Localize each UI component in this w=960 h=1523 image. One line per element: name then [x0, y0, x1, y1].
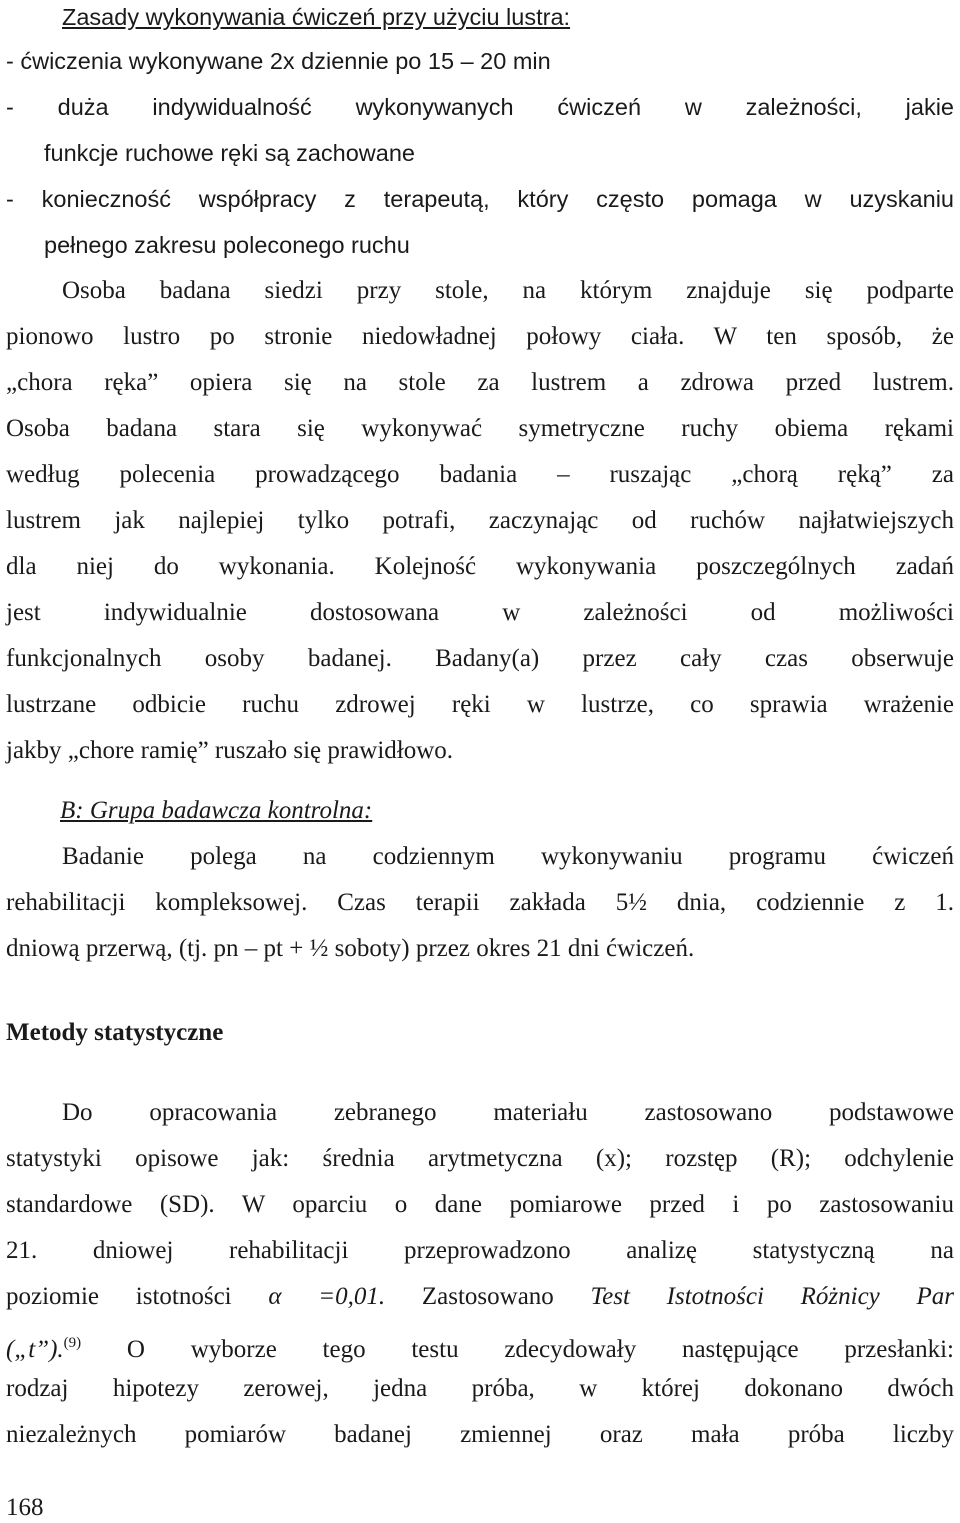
statistics-paragraph-line — [6, 1328, 954, 1365]
page-number: 168 — [6, 1494, 44, 1521]
rules-bullet-2-line-2: funkcje ruchowe ręki są zachowane — [44, 140, 415, 166]
t-test-label: („t”). — [6, 1336, 64, 1363]
control-paragraph-line: dniową przerwą, (tj. pn – pt + ½ soboty) przez okres 21 dni ćwiczeń. — [6, 935, 695, 962]
procedure-paragraph-line: lustrzane odbicie ruchu zdrowej ręki w lustrze, co sprawia wrażenie — [6, 691, 954, 718]
procedure-paragraph-line: jest indywidualnie dostosowana w zależności od możliwości — [6, 599, 954, 626]
rules-bullet-2-line-1: - duża indywidualność wykonywanych ćwiczeń w zależności, jakie — [6, 94, 954, 120]
procedure-paragraph-line: jakby „chore ramię” ruszało się prawidłowo. — [6, 737, 454, 764]
statistics-paragraph-line: Do opracowania zebranego materiału zastosowano podstawowe — [62, 1099, 954, 1126]
procedure-paragraph-line: „chora ręka” opiera się na stole za lustrem a zdrowa przed lustrem. — [6, 369, 954, 396]
control-paragraph-line: rehabilitacji kompleksowej. Czas terapii zakłada 5½ dnia, codziennie z 1. — [6, 889, 954, 916]
statistics-paragraph-line: 21. dniowej rehabilitacji przeprowadzono analizę statystyczną na — [6, 1237, 954, 1264]
control-group-heading: B: Grupa badawcza kontrolna: — [60, 797, 373, 824]
citation-reference: (9) — [63, 1335, 82, 1351]
rules-bullet-3-line-1: - konieczność współpracy z terapeutą, który często pomaga w uzyskaniu — [6, 186, 954, 212]
procedure-paragraph-line: funkcjonalnych osoby badanej. Badany(a) przez cały czas obserwuje — [6, 645, 954, 672]
procedure-paragraph-line: lustrem jak najlepiej tylko potrafi, zaczynając od ruchów najłatwiejszych — [6, 507, 954, 534]
rules-bullet-3-line-2: pełnego zakresu poleconego ruchu — [44, 232, 410, 258]
procedure-paragraph-line: pionowo lustro po stronie niedowładnej połowy ciała. W ten sposób, że — [6, 323, 954, 350]
control-paragraph-line: Badanie polega na codziennym wykonywaniu programu ćwiczeń — [62, 843, 954, 870]
procedure-paragraph-line: Osoba badana siedzi przy stole, na którym znajduje się podparte — [62, 277, 954, 304]
significance-text: poziomie istotności — [6, 1283, 232, 1310]
procedure-paragraph-line: według polecenia prowadzącego badania – ruszając „chorą ręką” za — [6, 461, 954, 488]
statistics-paragraph-line: rodzaj hipotezy zerowej, jedna próba, w której dokonano dwóch — [6, 1375, 954, 1402]
procedure-paragraph-line: Osoba badana stara się wykonywać symetryczne ruchy obiema rękami — [6, 415, 954, 442]
procedure-paragraph-line: dla niej do wykonania. Kolejność wykonywania poszczególnych zadań — [6, 553, 954, 580]
premises-text: O wyborze tego testu zdecydowały następujące przesłanki: — [126, 1336, 954, 1363]
statistics-heading: Metody statystyczne — [6, 1019, 224, 1046]
statistics-paragraph-line: niezależnych pomiarów badanej zmiennej oraz mała próba liczby — [6, 1421, 954, 1448]
test-name: Test Istotności Różnicy Par — [590, 1283, 955, 1310]
statistics-paragraph-line — [6, 1282, 954, 1312]
rules-bullet-1: - ćwiczenia wykonywane 2x dziennie po 15 – 20 min — [6, 48, 551, 74]
statistics-paragraph-line: standardowe (SD). W oparciu o dane pomiarowe przed i po zastosowaniu — [6, 1191, 954, 1218]
statistics-paragraph-line: statystyki opisowe jak: średnia arytmetyczna (x); rozstęp (R); odchylenie — [6, 1145, 954, 1172]
applied-text: Zastosowano — [421, 1283, 554, 1310]
alpha-value: α =0,01. — [268, 1283, 386, 1310]
rules-heading: Zasady wykonywania ćwiczeń przy użyciu lustra: — [62, 4, 571, 30]
